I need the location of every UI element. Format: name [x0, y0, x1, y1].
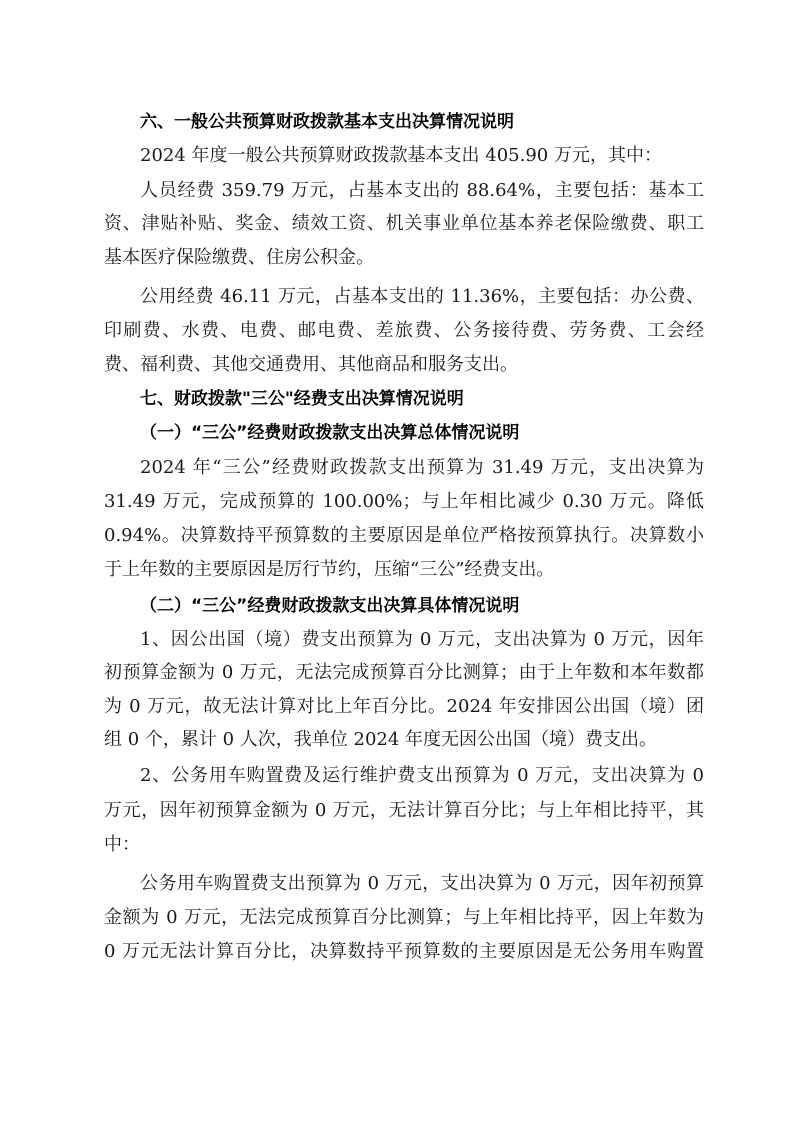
- paragraph-line: 印刷费、水费、电费、邮电费、差旅费、公务接待费、劳务费、工会经: [104, 320, 704, 341]
- paragraph-line: 组 0 个，累计 0 人次，我单位 2024 年度无因公出国（境）费支出。: [104, 729, 658, 750]
- paragraph-line: 0 万元无法计算百分比，决算数持平预算数的主要原因是无公务用车购置: [104, 941, 704, 962]
- paragraph-line: 为 0 万元，故无法计算对比上年百分比。2024 年安排因公出国（境）团: [104, 696, 704, 717]
- paragraph-line: 2、公务用车购置费及运行维护费支出预算为 0 万元，支出决算为 0: [140, 765, 704, 786]
- paragraph-line: 公务用车购置费支出预算为 0 万元，支出决算为 0 万元，因年初预算: [140, 873, 704, 894]
- paragraph-line: 人员经费 359.79 万元，占基本支出的 88.64%，主要包括：基本工: [140, 180, 704, 201]
- paragraph-line: 金额为 0 万元，无法完成预算百分比测算；与上年相比持平，因上年数为: [104, 907, 704, 928]
- paragraph-line: 31.49 万元，完成预算的 100.00%；与上年相比减少 0.30 万元。降低: [104, 491, 704, 512]
- paragraph-line: 初预算金额为 0 万元，无法完成预算百分比测算；由于上年数和本年数都: [104, 662, 704, 683]
- paragraph-line: 2024 年“三公”经费财政拨款支出预算为 31.49 万元，支出决算为: [140, 457, 704, 478]
- paragraph-line: 基本医疗保险缴费、住房公积金。: [104, 247, 374, 268]
- subsection-heading-1: （一）“三公”经费财政拨款支出决算总体情况说明: [140, 423, 520, 443]
- paragraph-line: 中：: [104, 834, 140, 855]
- paragraph-line: 2024 年度一般公共预算财政拨款基本支出 405.90 万元，其中：: [140, 145, 662, 166]
- section-heading-7: 七、财政拨款"三公"经费支出决算情况说明: [140, 389, 464, 409]
- section-heading-6: 六、一般公共预算财政拨款基本支出决算情况说明: [140, 112, 514, 132]
- paragraph-line: 公用经费 46.11 万元，占基本支出的 11.36%，主要包括：办公费、: [140, 286, 704, 307]
- paragraph-line: 于上年数的主要原因是厉行节约，压缩“三公”经费支出。: [104, 559, 555, 580]
- paragraph-line: 1、因公出国（境）费支出预算为 0 万元，支出决算为 0 万元，因年: [140, 629, 704, 650]
- subsection-heading-2: （二）“三公”经费财政拨款支出决算具体情况说明: [140, 596, 520, 616]
- paragraph-line: 费、福利费、其他交通费用、其他商品和服务支出。: [104, 354, 518, 375]
- paragraph-line: 0.94%。决算数持平预算数的主要原因是单位严格按预算执行。决算数小: [104, 525, 704, 546]
- paragraph-line: 资、津贴补贴、奖金、绩效工资、机关事业单位基本养老保险缴费、职工: [104, 213, 704, 234]
- paragraph-line: 万元，因年初预算金额为 0 万元，无法计算百分比；与上年相比持平，其: [104, 800, 704, 821]
